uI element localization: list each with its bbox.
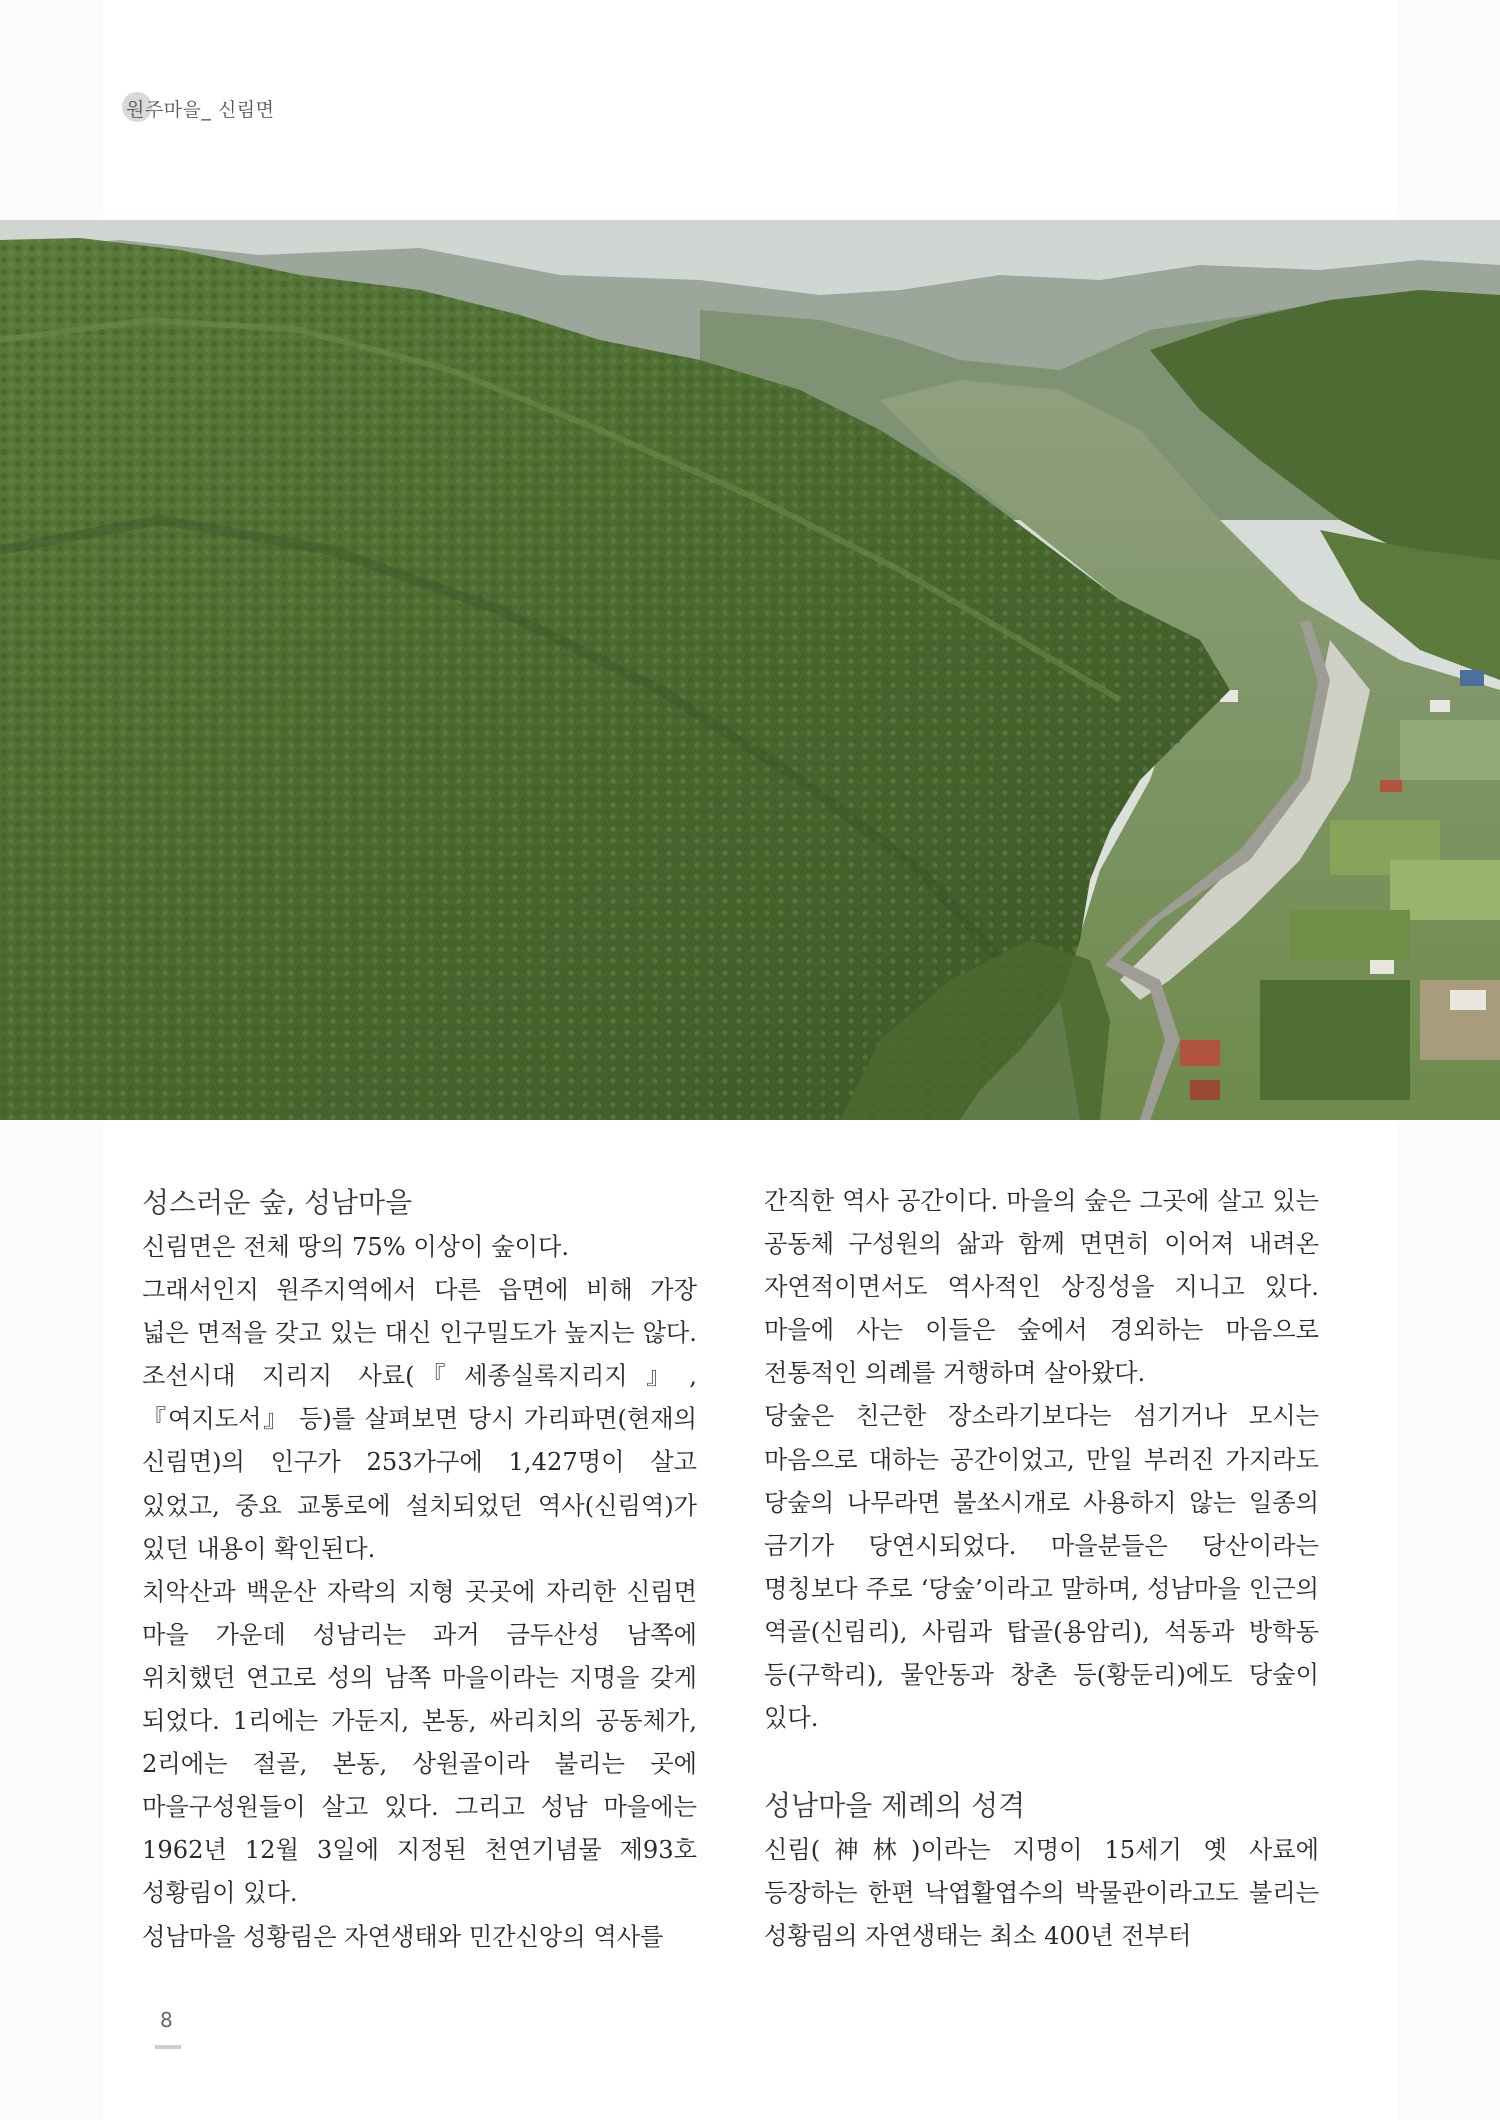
section-spacer xyxy=(764,1740,1319,1783)
running-head xyxy=(122,92,275,124)
aerial-landscape-photo xyxy=(0,220,1500,1120)
running-title: 원주마을_ 신림면 xyxy=(126,98,275,121)
section-heading: 성스러운 숲, 성남마을 xyxy=(142,1186,413,1219)
body-paragraph: 간직한 역사 공간이다. 마을의 숲은 그곳에 살고 있는 공동체 구성원의 삶과 함께 면면히 이어져 내려온 자연적이면서도 역사적인 상징성을 지니고 있다. 마을에 사는 이들은 숲에서 경외하는 마음으로 전통적인 의례를 거행하며 살아왔다. xyxy=(764,1187,1319,1388)
page-number: 8 xyxy=(160,2008,173,2032)
page-number-underline xyxy=(155,2045,181,2049)
body-paragraph: 신림(神林)이라는 지명이 15세기 옛 사료에 등장하는 한편 낙엽활엽수의 박물관이라고도 불리는 성황림의 자연생태는 최소 400년 전부터 xyxy=(764,1836,1319,1951)
body-paragraph: 치악산과 백운산 자락의 지형 곳곳에 자리한 신림면 마을 가운데 성남리는 과거 금두산성 남쪽에 위치했던 연고로 성의 남쪽 마을이라는 지명을 갖게 되었다. 1리에는 가둔지, 본동, 싸리치의 공동체가, 2리에는 절골, 본동, 상원골이라 불리는 곳에 마을구성원들이 살고 있다. 그리고 성남 마을에는 1962년 12월 3일에 지정된 천연기념물 제93호 성황림이 있다. xyxy=(142,1577,697,1908)
body-paragraph: 그래서인지 원주지역에서 다른 읍면에 비해 가장 넓은 면적을 갖고 있는 대신 인구밀도가 높지는 않다. 조선시대 지리지 사료(『세종실록지리지』, 『여지도서』 등)를 살펴보면 당시 가리파면(현재의 신림면)의 인구가 253가구에 1,427명이 살고 있었고, 중요 교통로에 설치되었던 역사(신림역)가 있던 내용이 확인된다. xyxy=(142,1276,697,1563)
body-paragraph: 성남마을 성황림은 자연생태와 민간신앙의 역사를 xyxy=(142,1922,664,1951)
right-text-column xyxy=(764,1180,1319,1959)
body-paragraph: 신림면은 전체 땅의 75% 이상이 숲이다. xyxy=(142,1233,570,1261)
section-heading: 성남마을 제례의 성격 xyxy=(764,1789,1026,1823)
body-paragraph: 당숲은 친근한 장소라기보다는 섬기거나 모시는 마음으로 대하는 공간이었고, 만일 부러진 가지라도 당숲의 나무라면 불쏘시개로 사용하지 않는 일종의 금기가 당연시되었다. 마을분들은 당산이라는 명칭보다 주로 ‘당숲’이라고 말하며, 성남마을 인근의 역골(신림리), 사림과 탑골(용암리), 석동과 방학동 등(구학리), 물안동과 창촌 등(황둔리)에도 당숲이 있다. xyxy=(764,1402,1319,1733)
left-text-column xyxy=(142,1180,697,1959)
